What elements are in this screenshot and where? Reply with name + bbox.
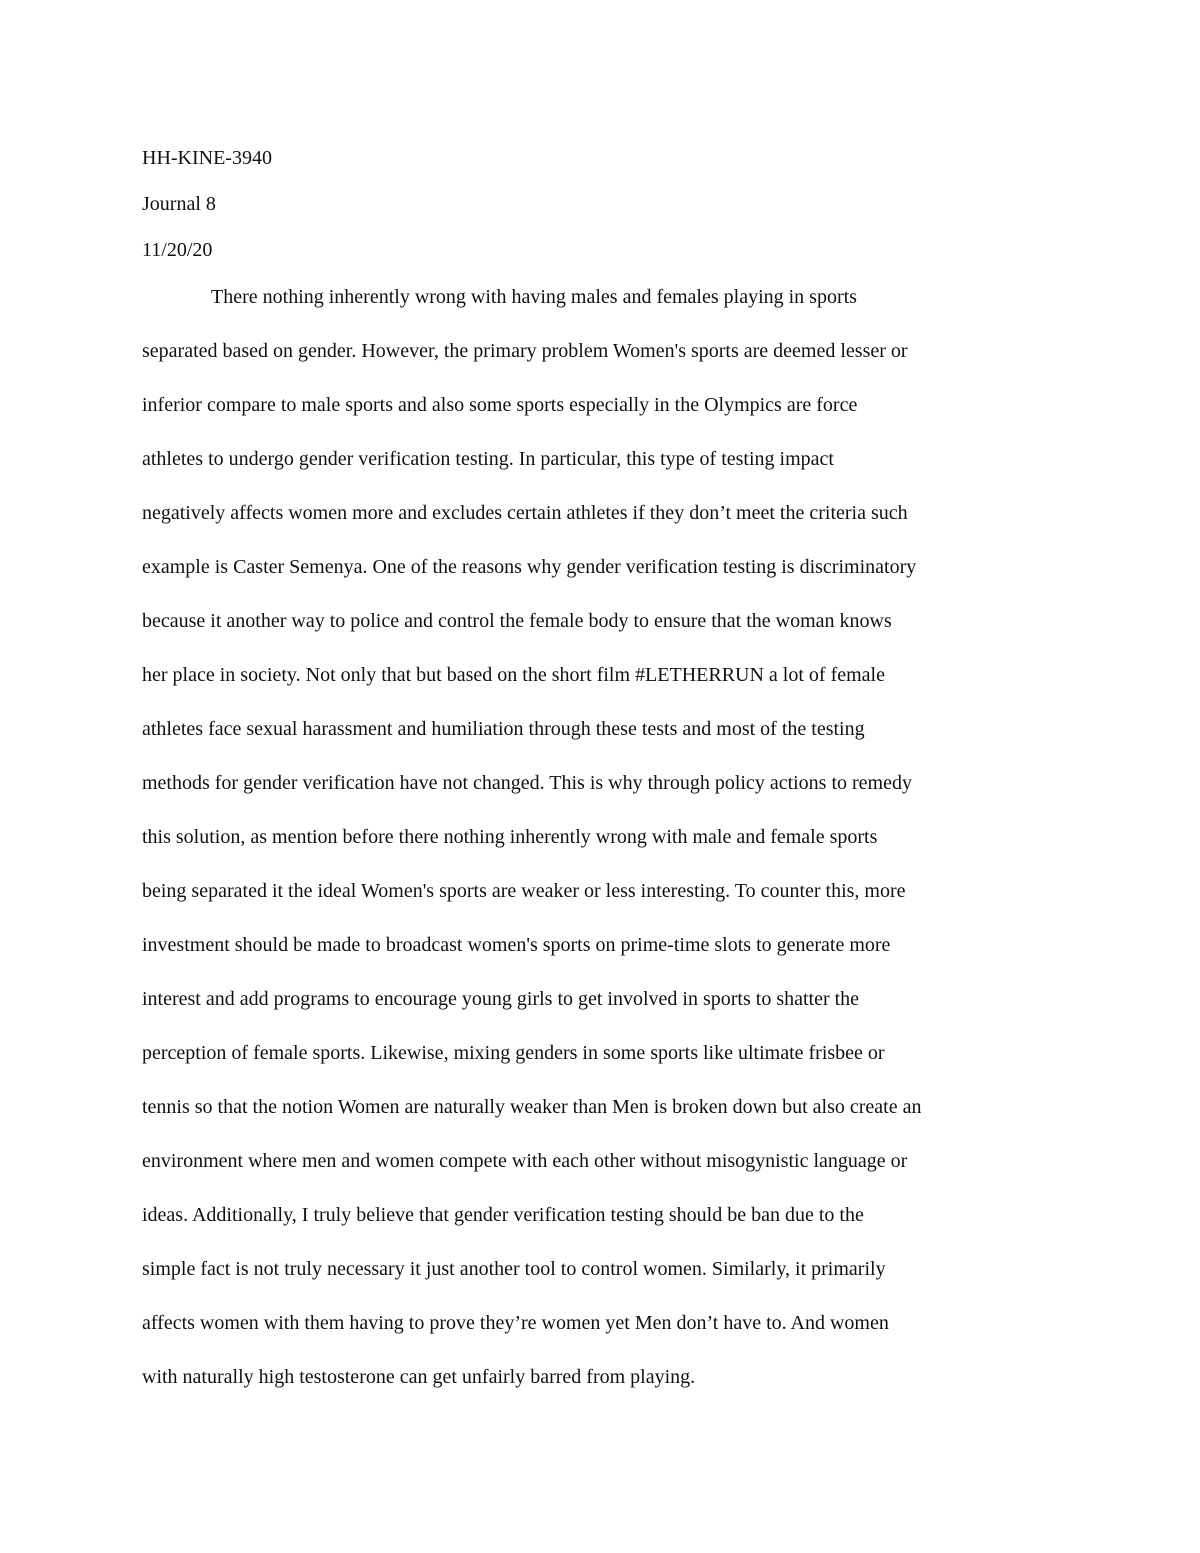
paragraph-line: being separated it the ideal Women's sports are weaker or less interesting. To counter this, more [142,880,906,902]
paragraph-line: this solution, as mention before there nothing inherently wrong with male and female sports [142,826,878,848]
paragraph-line: athletes to undergo gender verification testing. In particular, this type of testing impact [142,448,834,470]
paragraph-line: example is Caster Semenya. One of the reasons why gender verification testing is discriminatory [142,556,917,578]
paragraph-line: inferior compare to male sports and also some sports especially in the Olympics are force [142,394,858,416]
paragraph-line: ideas. Additionally, I truly believe that gender verification testing should be ban due to the [142,1204,864,1226]
paragraph-line: tennis so that the notion Women are naturally weaker than Men is broken down but also create an [142,1096,922,1118]
paragraph-line: her place in society. Not only that but based on the short film #LETHERRUN a lot of female [142,664,885,686]
paragraph-line: interest and add programs to encourage young girls to get involved in sports to shatter the [142,988,860,1010]
paragraph-line: with naturally high testosterone can get unfairly barred from playing. [142,1366,696,1388]
paragraph-line: perception of female sports. Likewise, mixing genders in some sports like ultimate frisbee or [142,1042,885,1064]
course-code: HH-KINE-3940 [142,147,272,169]
paragraph-line: investment should be made to broadcast women's sports on prime-time slots to generate more [142,934,891,956]
paragraph-line: athletes face sexual harassment and humiliation through these tests and most of the testing [142,718,865,740]
paragraph-line: environment where men and women compete with each other without misogynistic language or [142,1150,908,1172]
paragraph-line: separated based on gender. However, the primary problem Women's sports are deemed lesser or [142,340,908,362]
assignment-title: Journal 8 [142,193,216,215]
paragraph-line: affects women with them having to prove they’re women yet Men don’t have to. And women [142,1312,889,1334]
paragraph-line: negatively affects women more and excludes certain athletes if they don’t meet the criteria such [142,502,908,524]
paragraph-line: because it another way to police and control the female body to ensure that the woman knows [142,610,892,632]
paragraph-line: methods for gender verification have not changed. This is why through policy actions to remedy [142,772,912,794]
date: 11/20/20 [142,239,213,261]
paragraph-line: There nothing inherently wrong with having males and females playing in sports [211,286,857,308]
paragraph-line: simple fact is not truly necessary it just another tool to control women. Similarly, it primarily [142,1258,886,1280]
